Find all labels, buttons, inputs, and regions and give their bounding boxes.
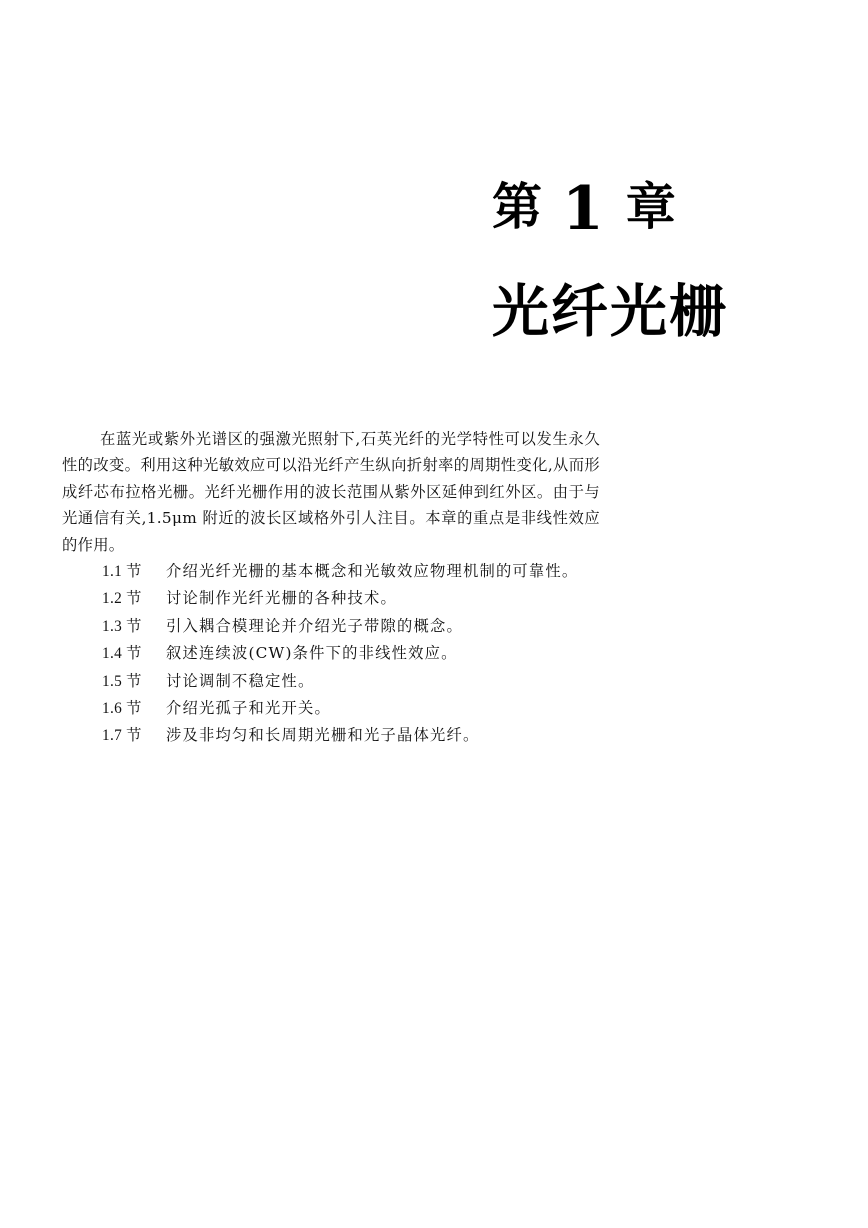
section-description: 讨论制作光纤光栅的各种技术。: [166, 589, 397, 608]
section-description: 介绍光孤子和光开关。: [166, 699, 331, 718]
section-number: 1.2 节: [102, 590, 142, 608]
section-item: [62, 695, 600, 722]
chapter-heading: [492, 174, 752, 244]
section-description: 引入耦合模理论并介绍光子带隙的概念。: [166, 616, 463, 635]
chapter-body: [62, 426, 600, 750]
section-item: [62, 558, 600, 585]
section-item: [62, 640, 600, 667]
section-description: 涉及非均匀和长周期光栅和光子晶体光纤。: [166, 726, 480, 745]
section-item: [62, 585, 600, 612]
chapter-number: 1: [562, 174, 604, 244]
section-item: [62, 668, 600, 695]
chapter-prefix: 第: [492, 178, 542, 236]
section-number: 1.4 节: [102, 645, 142, 663]
section-number: 1.6 节: [102, 700, 142, 718]
section-item: [62, 722, 600, 749]
section-number: 1.5 节: [102, 672, 142, 690]
section-item: [62, 613, 600, 640]
section-description: 讨论调制不稳定性。: [166, 671, 315, 690]
chapter-suffix: 章: [625, 178, 676, 236]
section-description: 叙述连续波(CW)条件下的非线性效应。: [166, 644, 458, 663]
chapter-title: 光纤光栅: [492, 279, 728, 345]
intro-paragraph: 在蓝光或紫外光谱区的强激光照射下,石英光纤的光学特性可以发生永久性的改变。利用这种光敏效应可以沿光纤产生纵向折射率的周期性变化,从而形成纤芯布拉格光栅。光纤光栅作用的波长范围从紫外区延伸到红外区。由于与光通信有关,1.5μm 附近的波长区域格外引人注目。本章的重点是非线性效应的作用。: [62, 430, 600, 554]
section-number: 1.1 节: [102, 563, 142, 581]
section-number: 1.3 节: [102, 617, 142, 635]
section-overview-list: [62, 558, 600, 750]
section-description: 介绍光纤光栅的基本概念和光敏效应物理机制的可靠性。: [166, 562, 579, 581]
section-number: 1.7 节: [102, 727, 142, 745]
